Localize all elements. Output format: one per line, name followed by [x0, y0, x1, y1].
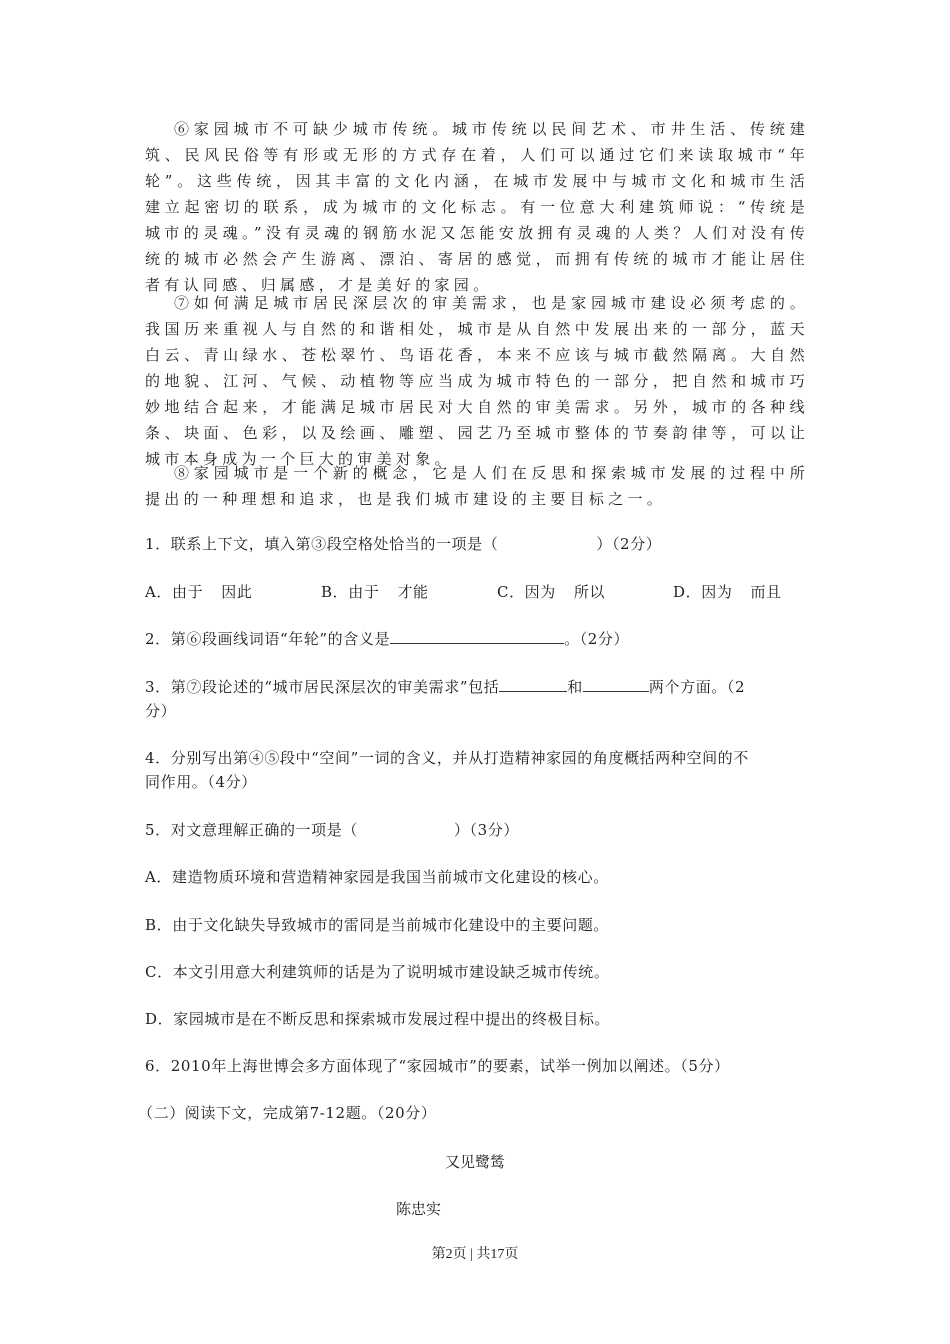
answer-blank[interactable] [390, 628, 564, 644]
question-4-line-2: 同作用。（4分） [145, 773, 257, 791]
paragraph-7: ⑦如何满足城市居民深层次的审美需求，也是家园城市建设必须考虑的。我国历来重视人与自然的和谐相处，城市是从自然中发展出来的一部分，蓝天白云、青山绿水、苍松翠竹、鸟语花香，本来不应该与城市截然隔离。大自然的地貌、江河、气候、动植物等应当成为城市特色的一部分，把自然和城市巧妙地结合起来，才能满足城市居民对大自然的审美需求。另外，城市的各种线条、块面、色彩，以及绘画、雕塑、园艺乃至城市整体的节奏韵律等，可以让城市本身成为一个巨大的审美对象。 [145, 294, 809, 468]
question-1 [145, 531, 661, 557]
question-2-stem: 2．第⑥段画线词语“年轮”的含义是 [145, 630, 391, 648]
question-5-stem: 5．对文意理解正确的一项是（ [145, 821, 358, 839]
question-3-middle: 和 [567, 678, 583, 696]
option-c-text: 所以 [573, 583, 606, 601]
option-c-label: C．因为 [497, 583, 556, 601]
question-5-option-d: D．家园城市是在不断反思和探索城市发展过程中提出的终极目标。 [145, 1010, 611, 1028]
question-3 [145, 674, 745, 700]
option-d-label: D．因为 [673, 583, 733, 601]
option-b [321, 579, 497, 605]
article-author: 陈忠实 [396, 1200, 442, 1218]
answer-blank-2[interactable] [583, 676, 649, 692]
article-title: 又见鹭鸶 [444, 1153, 505, 1171]
option-d [673, 579, 782, 605]
option-a-text: 因此 [221, 583, 253, 601]
option-c [497, 579, 673, 605]
question-1-score: ）（2分） [596, 535, 662, 553]
option-b-text: 才能 [397, 583, 429, 601]
question-6: 6．2010年上海世博会多方面体现了“家园城市”的要素，试举一例加以阐述。（5分） [145, 1057, 730, 1075]
option-b-label: B．由于 [321, 583, 380, 601]
question-3-score: 两个方面。（2 [648, 678, 746, 696]
question-1-options [145, 579, 782, 605]
question-3-wrap: 分） [145, 702, 177, 720]
question-5-option-b: B．由于文化缺失导致城市的雷同是当前城市化建设中的主要问题。 [145, 916, 610, 934]
question-5-score: ）（3分） [453, 821, 519, 839]
question-4-line-1: 4．分别写出第④⑤段中“空间”一词的含义，并从打造精神家园的角度概括两种空间的不 [145, 749, 749, 767]
option-a-label: A．由于 [145, 583, 204, 601]
question-5-option-c: C．本文引用意大利建筑师的话是为了说明城市建设缺乏城市传统。 [145, 963, 610, 981]
paragraph-6: ⑥家园城市不可缺少城市传统。城市传统以民间艺术、市井生活、传统建筑、民风民俗等有形或无形的方式存在着，人们可以通过它们来读取城市“年轮”。这些传统，因其丰富的文化内涵，在城市发展中与城市文化和城市生活建立起密切的联系，成为城市的文化标志。有一位意大利建筑师说：“传统是城市的灵魂。”没有灵魂的钢筋水泥又怎能安放拥有灵魂的人类？人们对没有传统的城市必然会产生游离、漂泊、寄居的感觉，而拥有传统的城市才能让居住者有认同感、归属感，才是美好的家园。 [145, 120, 809, 294]
section-2-heading: （二）阅读下文，完成第7-12题。（20分） [138, 1104, 437, 1122]
question-5-option-a: A．建造物质环境和营造精神家园是我国当前城市文化建设的核心。 [145, 868, 609, 886]
answer-blank-1[interactable] [499, 676, 567, 692]
option-a [145, 579, 321, 605]
paragraph-8: ⑧家园城市是一个新的概念，它是人们在反思和探索城市发展的过程中所提出的一种理想和追求，也是我们城市建设的主要目标之一。 [145, 464, 809, 508]
question-2-score: 。（2分） [564, 630, 630, 648]
question-5 [145, 817, 519, 843]
page-footer: 第2页 | 共17页 [431, 1247, 519, 1262]
question-1-stem: 1．联系上下文，填入第③段空格处恰当的一项是（ [145, 535, 499, 553]
option-d-text: 而且 [750, 583, 782, 601]
question-3-stem: 3．第⑦段论述的“城市居民深层次的审美需求”包括 [145, 678, 500, 696]
question-2 [145, 626, 629, 652]
